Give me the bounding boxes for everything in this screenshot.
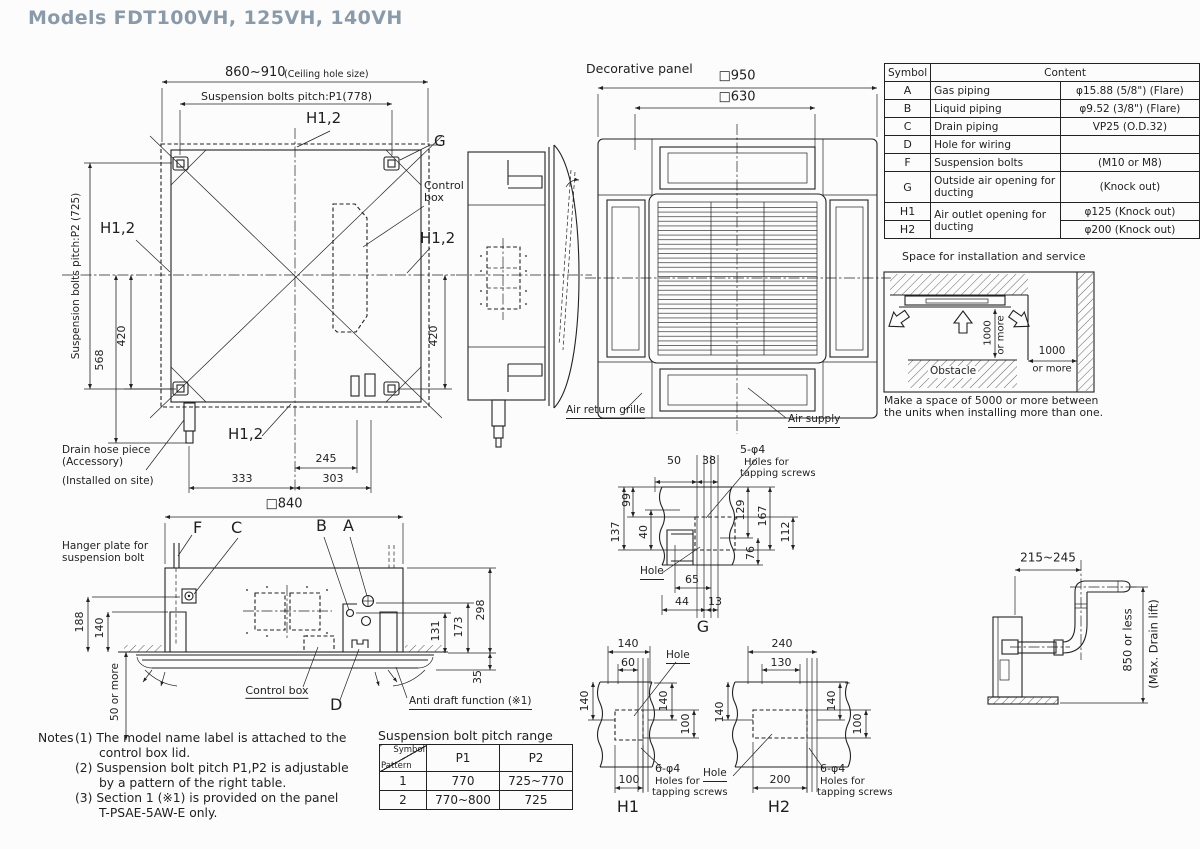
g-dim-65: 65 <box>685 572 699 586</box>
g-detail-label: G <box>696 617 710 637</box>
plan-p2-dim: Suspension bolts pitch:P2 (725) <box>70 192 83 360</box>
h1-dim-100-right: 100 <box>678 713 692 735</box>
front-dim-50-or-more: 50 or more <box>109 663 122 721</box>
table-row <box>885 136 1200 154</box>
content-value-cell: VP25 (O.D.32) <box>1060 118 1199 136</box>
symbol-table-header-content: Content <box>931 64 1200 82</box>
space-caption-2: the units when installing more than one. <box>884 406 1104 419</box>
table-row <box>885 154 1200 172</box>
front-b-label: B <box>316 516 327 535</box>
table-row <box>380 772 573 791</box>
h2-dim-200: 200 <box>769 772 791 786</box>
front-dim-840: □840 <box>265 496 303 512</box>
g-dim-137: 137 <box>608 521 622 543</box>
symbol-cell: H1 <box>885 203 931 221</box>
h2-dim-100-right: 100 <box>850 713 864 735</box>
page-title: Models FDT100VH, 125VH, 140VH <box>28 7 403 29</box>
note-2-line-2: by a pattern of the right table. <box>99 776 287 790</box>
front-d-label: D <box>330 695 343 714</box>
plan-drain-label-3: (Installed on site) <box>62 475 154 487</box>
h1-dim-140-right: 140 <box>656 690 670 712</box>
plan-ceiling-dim: 860~910 <box>225 65 286 80</box>
h2-hole-label: Hole <box>703 768 727 782</box>
plan-h12-right: H1,2 <box>420 229 456 247</box>
content-value-cell: (M10 or M8) <box>1060 154 1199 172</box>
space-title: Space for installation and service <box>902 250 1086 263</box>
content-name-cell: Gas piping <box>931 82 1061 100</box>
airflow-arrows <box>884 306 1034 333</box>
pitch-table-corner-cell <box>380 745 427 772</box>
note-1-line-2: control box lid. <box>99 746 191 760</box>
h2-detail <box>722 646 871 793</box>
symbol-cell: G <box>885 172 931 203</box>
note-3-line-1: (3) Section 1 (※1) is provided on the panel <box>75 791 339 805</box>
g-dim-50: 50 <box>667 453 681 467</box>
symbol-cell: F <box>885 154 931 172</box>
h2-screws-label-2: tapping screws <box>817 787 893 798</box>
drain-dim-lift-2: (Max. Drain lift) <box>1146 599 1161 689</box>
front-control-box-label: Control box <box>245 685 308 699</box>
pitch-header-p2: P2 <box>500 745 573 772</box>
table-row <box>885 172 1200 203</box>
g-dim-129: 129 <box>733 499 747 521</box>
drain-dim-range: 215~245 <box>1020 550 1076 565</box>
g-dim-44: 44 <box>675 594 689 608</box>
symbol-table-header-symbol: Symbol <box>885 64 931 82</box>
content-name-cell: Outside air opening for ducting <box>931 172 1061 203</box>
space-dim-ormore-horiz: or more <box>1032 363 1072 375</box>
g-dim-112: 112 <box>778 521 792 543</box>
pitch-pattern-cell: 2 <box>380 791 427 810</box>
pitch-header-p1: P1 <box>427 745 500 772</box>
plan-ceiling-note: (Ceiling hole size) <box>284 69 369 80</box>
space-dim-1000-vert: 1000 <box>982 320 994 346</box>
table-row <box>885 82 1200 100</box>
plan-p1-dim: Suspension bolts pitch:P1(778) <box>201 90 372 103</box>
pitch-corner-symbol: Symbol <box>393 745 425 755</box>
g-hole-label: Hole <box>640 566 664 580</box>
g-screws-label-1: Holes for <box>744 457 789 468</box>
plan-dim-420-left: 420 <box>114 325 128 347</box>
h1-dim-140-left: 140 <box>577 690 591 712</box>
content-value-cell: φ125 (Knock out) <box>1060 203 1199 221</box>
pitch-p1-cell: 770~800 <box>427 791 500 810</box>
h2-screws-count: 6-φ4 <box>820 762 846 775</box>
pitch-table-title: Suspension bolt pitch range <box>378 728 553 743</box>
content-name-cell: Suspension bolts <box>931 154 1061 172</box>
content-name-cell: Air outlet opening for ducting <box>931 203 1061 239</box>
table-row <box>885 203 1200 221</box>
h2-dim-140-left: 140 <box>712 701 726 723</box>
front-dim-173: 173 <box>451 616 465 638</box>
front-hanger-label-1: Hanger plate for <box>62 540 149 552</box>
front-dim-35: 35 <box>470 670 484 684</box>
content-name-cell: Liquid piping <box>931 100 1061 118</box>
g-dim-40: 40 <box>636 525 650 539</box>
pitch-p2-cell: 725 <box>500 791 573 810</box>
space-caption-1: Make a space of 5000 or more between <box>884 394 1099 407</box>
suspension-bolt-pitch-table <box>379 744 573 810</box>
symbol-cell: B <box>885 100 931 118</box>
panel-air-supply-label: Air supply <box>788 414 840 428</box>
pitch-corner-pattern: Pattern <box>381 761 412 771</box>
plan-control-box-label-1: Control <box>424 179 464 192</box>
h1-screws-label-2: tapping screws <box>652 787 728 798</box>
panel-air-return-label: Air return grille <box>566 405 645 419</box>
pitch-p2-cell: 725~770 <box>500 772 573 791</box>
front-dim-188: 188 <box>72 611 86 633</box>
pitch-pattern-cell: 1 <box>380 772 427 791</box>
content-name-cell: Hole for wiring <box>931 136 1061 154</box>
note-3-line-2: T-PSAE-5AW-E only. <box>99 806 218 820</box>
plan-dim-245: 245 <box>315 451 337 465</box>
panel-title: Decorative panel <box>586 61 693 76</box>
h2-dim-240: 240 <box>771 636 793 650</box>
content-value-cell: φ200 (Knock out) <box>1060 221 1199 239</box>
g-dim-167: 167 <box>755 505 769 527</box>
content-value-cell: (Knock out) <box>1060 172 1199 203</box>
plan-h12-left: H1,2 <box>100 219 136 237</box>
front-dim-131: 131 <box>428 620 442 642</box>
g-dim-99: 99 <box>619 493 633 507</box>
space-obstacle-label: Obstacle <box>930 365 977 377</box>
h1-dim-100-bottom: 100 <box>618 772 640 786</box>
g-dim-76: 76 <box>743 546 757 560</box>
plan-h12-bottom: H1,2 <box>228 425 264 443</box>
h2-detail-label: H2 <box>767 797 791 817</box>
space-dim-ormore-vert: or more <box>995 315 1007 355</box>
g-screws-count: 5-φ4 <box>740 443 766 456</box>
symbol-cell: H2 <box>885 221 931 239</box>
front-f-label: F <box>193 518 203 537</box>
h1-hole-label: Hole <box>666 650 690 664</box>
h1-screws-label-1: Holes for <box>655 776 700 787</box>
note-2-line-1: (2) Suspension bolt pitch P1,P2 is adjustable <box>75 761 349 775</box>
notes-label: Notes <box>38 731 74 745</box>
h2-dim-140-right: 140 <box>824 690 838 712</box>
g-dim-13: 13 <box>708 594 722 608</box>
drain-dim-lift-1: 850 or less <box>1120 608 1135 672</box>
h1-screws-count: 6-φ4 <box>655 762 681 775</box>
content-value-cell: φ15.88 (5/8") (Flare) <box>1060 82 1199 100</box>
h2-dim-130: 130 <box>770 655 792 669</box>
plan-dim-420-right: 420 <box>426 325 440 347</box>
front-c-label: C <box>231 518 243 537</box>
content-value-cell: φ9.52 (3/8") (Flare) <box>1060 100 1199 118</box>
symbol-cell: D <box>885 136 931 154</box>
table-row <box>380 791 573 810</box>
front-hanger-label-2: suspension bolt <box>62 552 145 564</box>
front-anti-draft-label: Anti draft function (※1) <box>409 696 532 710</box>
plan-dim-568: 568 <box>92 349 106 371</box>
content-name-cell: Drain piping <box>931 118 1061 136</box>
h1-dim-140-top: 140 <box>617 636 639 650</box>
plan-drain-label-2: (Accessory) <box>62 456 124 468</box>
table-row <box>885 100 1200 118</box>
front-dim-140: 140 <box>92 617 106 639</box>
symbol-cell: A <box>885 82 931 100</box>
table-row <box>885 118 1200 136</box>
g-dim-38: 38 <box>702 453 716 467</box>
front-dim-298: 298 <box>473 599 487 621</box>
decorative-panel-view <box>585 88 891 434</box>
plan-g-label: G <box>434 132 446 150</box>
h1-dim-60: 60 <box>621 655 635 669</box>
plan-control-box-label-2: box <box>424 191 444 204</box>
g-screws-label-2: tapping screws <box>740 468 816 479</box>
pitch-p1-cell: 770 <box>427 772 500 791</box>
front-a-label: A <box>343 516 354 535</box>
side-view <box>456 145 592 447</box>
h2-screws-label-1: Holes for <box>820 776 865 787</box>
plan-drain-label-1: Drain hose piece <box>62 444 151 456</box>
content-value-cell <box>1060 136 1199 154</box>
panel-dim-630: □630 <box>718 89 756 105</box>
space-dim-1000-horiz: 1000 <box>1038 345 1066 358</box>
symbol-cell: C <box>885 118 931 136</box>
plan-dim-303: 303 <box>322 471 344 485</box>
h1-detail-label: H1 <box>616 797 640 817</box>
panel-dim-950: □950 <box>718 68 756 84</box>
note-1-line-1: (1) The model name label is attached to the <box>75 731 347 745</box>
plan-h12-top: H1,2 <box>306 109 342 127</box>
symbol-content-table <box>884 63 1200 239</box>
plan-dim-333: 333 <box>231 471 253 485</box>
